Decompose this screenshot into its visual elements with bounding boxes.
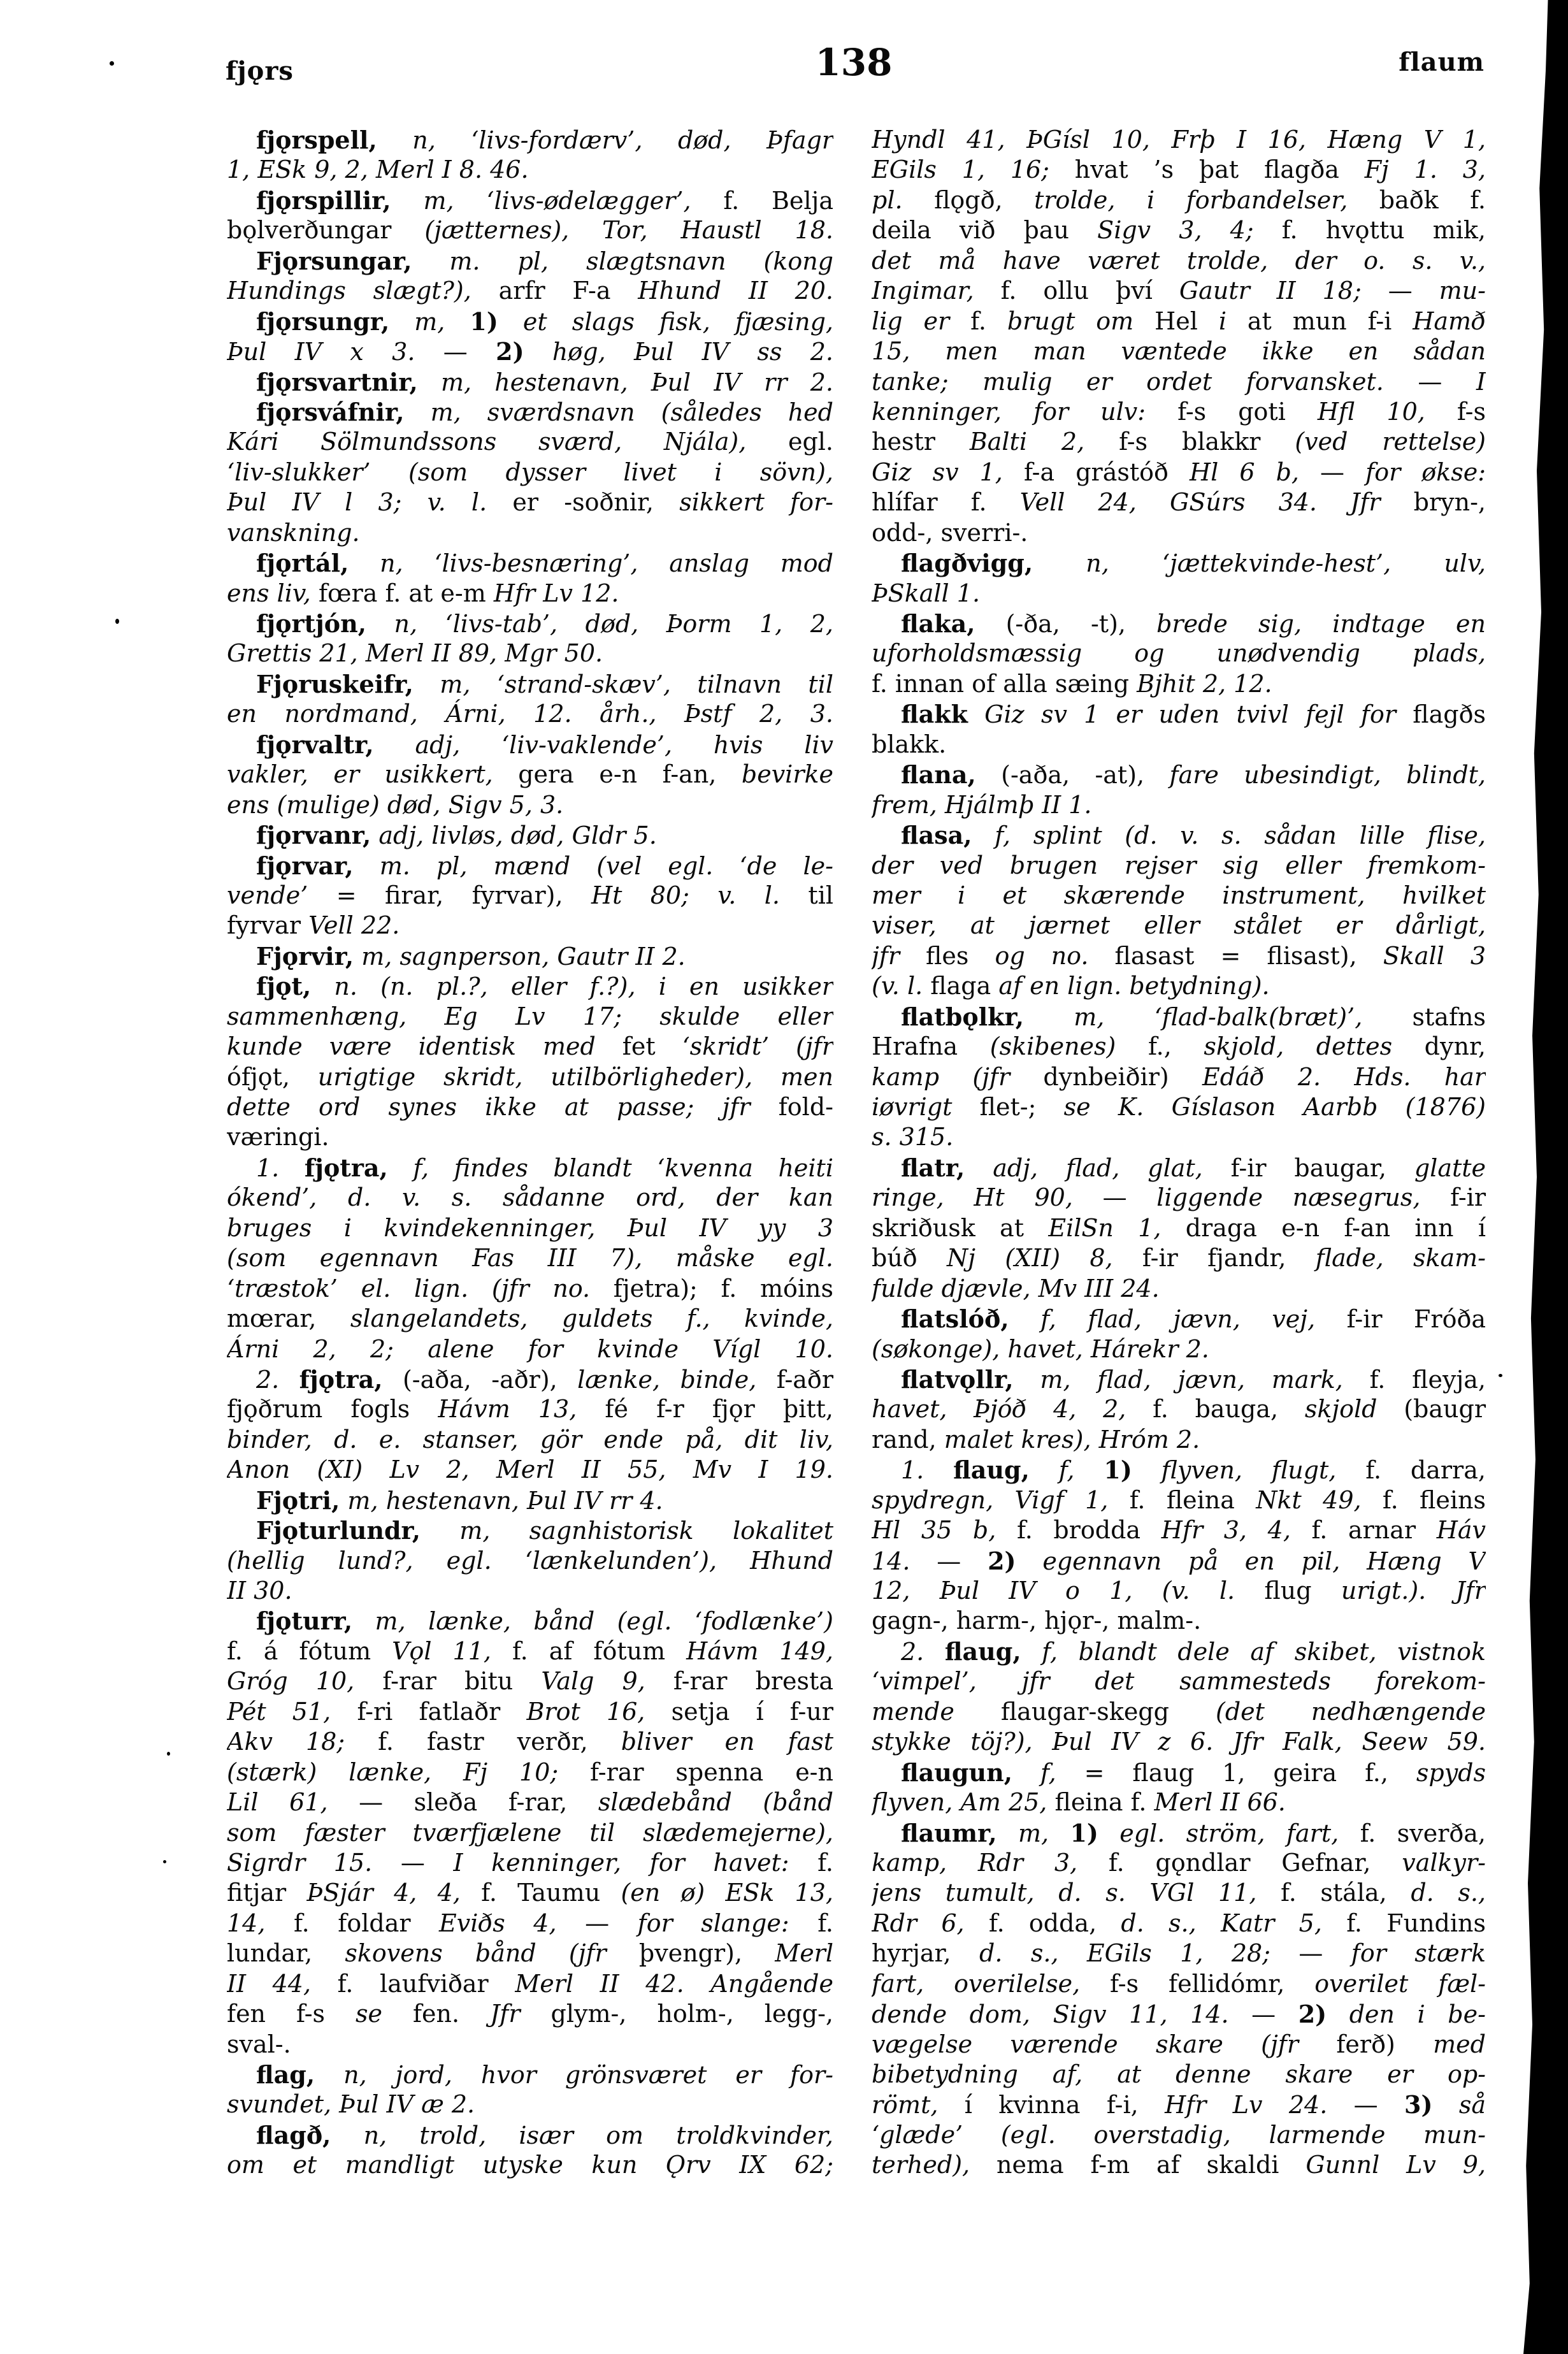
text-line: kunde være identisk med fet ‘skridt’ (jfr	[227, 1032, 833, 1061]
scan-edge-artifact	[1523, 0, 1568, 2354]
text-line: ringe, Ht 90, — liggende næsegrus, f-ir	[872, 1183, 1486, 1212]
text-line: jfr fles og no. flasast = flisast), Skall 3	[872, 941, 1486, 970]
text-line: der ved brugen rejser sig eller fremkom-	[872, 851, 1486, 879]
text-line: fen f-s se fen. Jfr glym-, holm-, legg-,	[227, 2000, 833, 2028]
text-line: fjǫrspell, n, ‘livs-fordærv’, død, Þfagr	[256, 126, 833, 154]
text-line: flatslóð, f, flad, jævn, vej, f-ir Fróða	[901, 1304, 1486, 1334]
text-line: Kári Sölmundssons sværd, Njála), egl.	[227, 428, 833, 456]
text-line: binder, d. e. stanser, gör ende på, dit liv,	[227, 1425, 833, 1454]
text-line: Rdr 6, f. odda, d. s., Katr 5, f. Fundins	[872, 1909, 1486, 1937]
text-line: (som egennavn Fas III 7), måske egl.	[227, 1244, 833, 1273]
page-number: 138	[815, 41, 893, 84]
ink-speck	[110, 61, 114, 66]
text-line: II 30.	[227, 1577, 292, 1605]
text-line: flasa, f, splint (d. v. s. sådan lille flise,	[901, 821, 1486, 850]
text-line: kamp, Rdr 3, f. gǫndlar Gefnar, valkyr-	[872, 1848, 1486, 1877]
text-line: ‘træstok’ el. lign. (jfr no. fjetra); f. móins	[227, 1274, 833, 1303]
left-text-column	[227, 125, 833, 2181]
text-line: mende flaugar-skegg (det nedhængende	[872, 1697, 1486, 1726]
text-line: hyrjar, d. s., EGils 1, 28; — for stærk	[872, 1939, 1486, 1968]
text-line: dette ord synes ikke at passe; jfr fold-	[227, 1093, 833, 1121]
text-line: Pét 51, f-ri fatlaðr Brot 16, setja í f-ur	[227, 1697, 833, 1726]
text-line: Fjǫrsungar, m. pl, slægtsnavn (kong	[256, 246, 833, 275]
text-line: fjǫrvar, m. pl, mænd (vel egl. ‘de le-	[256, 851, 833, 880]
ink-speck	[167, 1752, 170, 1756]
text-line: Þul IV x 3. — 2) høg, Þul IV ss 2.	[227, 337, 833, 366]
text-line: fjǫrsváfnir, m, sværdsnavn (således hed	[256, 397, 833, 426]
text-line: odd-, sverri-.	[872, 518, 1028, 547]
text-line: svundet, Þul IV æ 2.	[227, 2090, 475, 2119]
text-line: Lil 61, — sleða f-rar, slædebånd (bånd	[227, 1788, 833, 1817]
text-line: flana, (-aða, -at), fare ubesindigt, blindt,	[901, 760, 1486, 790]
text-line: fjǫturr, m, lænke, bånd (egl. ‘fodlænke’)	[256, 1607, 833, 1636]
text-line: Árni 2, 2; alene for kvinde Vígl 10.	[227, 1334, 833, 1363]
text-line: kenninger, for ulv: f-s goti Hfl 10, f-s	[872, 397, 1486, 426]
text-line: f. innan of alla sæing Bjhit 2, 12.	[872, 669, 1272, 698]
text-line: fjǫrtál, n, ‘livs-besnæring’, anslag mod	[256, 549, 833, 578]
text-line: f. á fótum Vǫl 11, f. af fótum Hávm 149,	[227, 1636, 833, 1665]
text-line: blakk.	[872, 730, 947, 758]
text-line: fjǫrvaltr, adj, ‘liv-vaklende’, hvis liv	[256, 730, 833, 759]
text-line: stykke töj?), Þul IV z 6. Jfr Falk, Seew 59.	[872, 1728, 1486, 1756]
text-line: flakk Giz sv 1 er uden tvivl fejl for flagðs	[901, 700, 1486, 729]
text-line: bibetydning af, at denne skare er op-	[872, 2060, 1486, 2088]
text-line: ens liv, fœra f. at e-m Hfr Lv 12.	[227, 579, 619, 607]
text-line: hestr Balti 2, f-s blakkr (ved rettelse)	[872, 428, 1486, 456]
text-line: frem, Hjálmþ II 1.	[872, 790, 1092, 819]
text-line: flagð, n, trold, især om troldkvinder,	[256, 2120, 833, 2149]
text-line: vende’ = firar, fyrvar), Ht 80; v. l. til	[227, 881, 833, 909]
text-line: vakler, er usikkert, gera e-n f-an, bevirke	[227, 760, 833, 789]
header-catchword-right: flaum	[1399, 47, 1485, 77]
text-line: flatvǫllr, m, flad, jævn, mark, f. fleyja,	[901, 1364, 1486, 1394]
text-line: terhed), nema f-m af skaldi Gunnl Lv 9,	[872, 2151, 1486, 2179]
text-line: om et mandligt utyske kun Ǫrv IX 62;	[227, 2151, 833, 2179]
text-line: Fjǫturlundr, m, sagnhistorisk lokalitet	[256, 1516, 833, 1545]
text-line: tanke; mulig er ordet forvansket. — I	[872, 367, 1486, 396]
text-line: ‘glæde’ (egl. overstadig, larmende mun-	[872, 2120, 1486, 2149]
text-line: flagðvigg, n, ‘jættekvinde-hest’, ulv,	[901, 549, 1486, 578]
text-line: væringi.	[227, 1123, 329, 1152]
text-line: fjǫrvanr, adj, livløs, død, Gldr 5.	[256, 821, 657, 850]
text-line: flaugun, f, = flaug 1, geira f., spyds	[901, 1758, 1486, 1787]
ink-speck	[115, 619, 119, 624]
text-line: ens (mulige) død, Sigv 5, 3.	[227, 790, 564, 819]
text-line: lig er f. brugt om Hel i at mun f-i Hamð	[872, 307, 1486, 335]
text-line: Hyndl 41, ÞGísl 10, Frþ I 16, Hæng V 1,	[872, 126, 1486, 154]
text-line: bruges i kvindekenninger, Þul IV yy 3	[227, 1213, 833, 1242]
text-line: Giz sv 1, f-a grástóð Hl 6 b, — for økse:	[872, 458, 1486, 486]
text-line: 1. flaug, f, 1) flyven, flugt, f. darra,	[901, 1455, 1486, 1485]
text-line: Þul IV l 3; v. l. er -soðnir, sikkert for-	[227, 488, 833, 517]
text-line: mœrar, slangelandets, guldets f., kvinde,	[227, 1304, 833, 1333]
text-line: viser, at jærnet eller stålet er dårligt,	[872, 911, 1486, 940]
text-line: 14, f. foldar Eviðs 4, — for slange: f.	[227, 1909, 833, 1937]
text-line: ókend’, d. v. s. sådanne ord, der kan	[227, 1183, 833, 1212]
text-line: Hrafna (skibenes) f., skjold, dettes dynr,	[872, 1032, 1486, 1061]
text-line: 1. fjǫtra, f, findes blandt ‘kvenna heiti	[256, 1153, 833, 1182]
text-line: Sigrdr 15. — I kenninger, for havet: f.	[227, 1848, 833, 1877]
ink-speck	[163, 1860, 166, 1863]
text-line: flaumr, m, 1) egl. ström, fart, f. sverða,	[901, 1818, 1486, 1847]
text-line: Fjǫrvir, m, sagnperson, Gautr II 2.	[256, 941, 686, 971]
text-line: en nordmand, Árni, 12. årh., Þstf 2, 3.	[227, 700, 833, 728]
right-text-column	[872, 125, 1486, 2181]
text-line: fjǫrtjón, n, ‘livs-tab’, død, Þorm 1, 2,	[256, 609, 833, 638]
text-line: som fæster tværfjælene til slædemejerne),	[227, 1818, 833, 1847]
text-line: EGils 1, 16; hvat ’s þat flagða Fj 1. 3,	[872, 155, 1486, 184]
text-line: 2. fjǫtra, (-aða, -aðr), lænke, binde, f-aðr	[256, 1364, 833, 1394]
text-line: fart, overilelse, f-s fellidómr, overilet fæl-	[872, 1969, 1486, 1998]
text-line: Anon (XI) Lv 2, Merl II 55, Mv I 19.	[227, 1455, 833, 1484]
header-catchword-left: fjǫrs	[226, 56, 294, 86]
text-line: vanskning.	[227, 518, 360, 547]
text-line: hlífar f. Vell 24, GSúrs 34. Jfr bryn-,	[872, 488, 1486, 517]
text-line: II 44, f. laufviðar Merl II 42. Angående	[227, 1969, 833, 1998]
text-line: sammenhæng, Eg Lv 17; skulde eller	[227, 1002, 833, 1030]
text-line: (stærk) lænke, Fj 10; f-rar spenna e-n	[227, 1758, 833, 1786]
text-line: lundar, skovens bånd (jfr þvengr), Merl	[227, 1939, 833, 1968]
ink-speck	[1499, 1374, 1502, 1377]
text-line: sval-.	[227, 2030, 291, 2058]
text-line: deila við þau Sigv 3, 4; f. hvǫttu mik,	[872, 216, 1486, 245]
text-line: flaka, (-ða, -t), brede sig, indtage en	[901, 609, 1486, 638]
text-line: 1, ESk 9, 2, Merl I 8. 46.	[227, 155, 529, 184]
text-line: fjǫðrum fogls Hávm 13, fé f-r fjǫr þitt,	[227, 1395, 833, 1424]
text-line: römt, í kvinna f-i, Hfr Lv 24. — 3) så	[872, 2090, 1486, 2119]
text-line: s. 315.	[872, 1123, 954, 1152]
text-line: 14. — 2) egennavn på en pil, Hæng V	[872, 1546, 1486, 1575]
text-line: Gróg 10, f-rar bitu Valg 9, f-rar bresta	[227, 1667, 833, 1696]
text-line: iøvrigt flet-; se K. Gíslason Aarbb (1876)	[872, 1093, 1486, 1121]
text-line: spydregn, Vigf 1, f. fleina Nkt 49, f. fleins	[872, 1485, 1486, 1514]
text-line: fulde djævle, Mv III 24.	[872, 1274, 1160, 1303]
text-line: fjǫt, n. (n. pl.?, eller f.?), i en usikker	[256, 972, 833, 1001]
text-line: flyven, Am 25, fleina f. Merl II 66.	[872, 1788, 1286, 1817]
text-line: skriðusk at EilSn 1, draga e-n f-an inn í	[872, 1213, 1486, 1242]
text-line: fjǫrsungr, m, 1) et slags fisk, fjæsing,	[256, 307, 833, 336]
text-line: flatbǫlkr, m, ‘flad-balk(bræt)’, stafns	[901, 1002, 1486, 1031]
text-line: gagn-, harm-, hjǫr-, malm-.	[872, 1607, 1202, 1635]
text-line: bǫlverðungar (jætternes), Tor, Haustl 18.	[227, 216, 833, 245]
text-line: 15, men man væntede ikke en sådan	[872, 337, 1486, 366]
text-line: Akv 18; f. fastr verðr, bliver en fast	[227, 1728, 833, 1756]
text-line: det må have været trolde, der o. s. v.,	[872, 246, 1486, 275]
text-line: fitjar ÞSjár 4, 4, f. Taumu (en ø) ESk 13,	[227, 1879, 833, 1907]
text-line: mer i et skærende instrument, hvilket	[872, 881, 1486, 909]
text-line: fjǫrspillir, m, ‘livs-ødelægger’, f. Belja	[256, 185, 833, 215]
text-line: fjǫrsvartnir, m, hestenavn, Þul IV rr 2.	[256, 367, 833, 396]
text-line: búð Nj (XII) 8, f-ir fjandr, flade, skam-	[872, 1244, 1486, 1273]
text-line: jens tumult, d. s. VGl 11, f. stála, d. s.,	[872, 1879, 1486, 1907]
text-line: (søkonge), havet, Hárekr 2.	[872, 1334, 1209, 1363]
text-line: 2. flaug, f, blandt dele af skibet, vistnok	[901, 1636, 1486, 1666]
text-line: pl. flǫgð, trolde, i forbandelser, baðk f.	[872, 185, 1486, 214]
text-line: Fjǫruskeifr, m, ‘strand-skæv’, tilnavn til	[256, 669, 833, 698]
text-line: Fjǫtri, m, hestenavn, Þul IV rr 4.	[256, 1485, 663, 1515]
text-line: uforholdsmæssig og unødvendig plads,	[872, 639, 1486, 668]
text-line: Grettis 21, Merl II 89, Mgr 50.	[227, 639, 603, 668]
text-line: vægelse værende skare (jfr ferð) med	[872, 2030, 1486, 2058]
text-line: flag, n, jord, hvor grönsværet er for-	[256, 2060, 833, 2089]
text-line: rand, malet kres), Hróm 2.	[872, 1425, 1200, 1454]
text-line: havet, Þjóð 4, 2, f. bauga, skjold (baugr	[872, 1395, 1486, 1424]
text-line: flatr, adj, flad, glat, f-ir baugar, glatte	[901, 1153, 1486, 1182]
text-line: (v. l. flaga af en lign. betydning).	[872, 972, 1270, 1000]
text-line: ÞSkall 1.	[872, 579, 981, 607]
text-line: kamp (jfr dynbeiðir) Edáð 2. Hds. har	[872, 1062, 1486, 1091]
text-line: dende dom, Sigv 11, 14. — 2) den i be-	[872, 2000, 1486, 2029]
text-line: ‘vimpel’, jfr det sammesteds forekom-	[872, 1667, 1486, 1696]
text-line: Hundings slægt?), arfr F-a Hhund II 20.	[227, 277, 833, 305]
text-line: ‘liv-slukker’ (som dysser livet i sövn),	[227, 458, 833, 486]
text-line: Hl 35 b, f. brodda Hfr 3, 4, f. arnar Háv	[872, 1516, 1486, 1545]
text-line: Ingimar, f. ollu því Gautr II 18; — mu-	[872, 277, 1486, 305]
text-line: 12, Þul IV o 1, (v. l. flug urigt.). Jfr	[872, 1577, 1486, 1605]
text-line: fyrvar Vell 22.	[227, 911, 400, 940]
text-line: (hellig lund?, egl. ‘lænkelunden’), Hhund	[227, 1546, 833, 1575]
text-line: ófjǫt, urigtige skridt, utilbörligheder), men	[227, 1062, 833, 1091]
